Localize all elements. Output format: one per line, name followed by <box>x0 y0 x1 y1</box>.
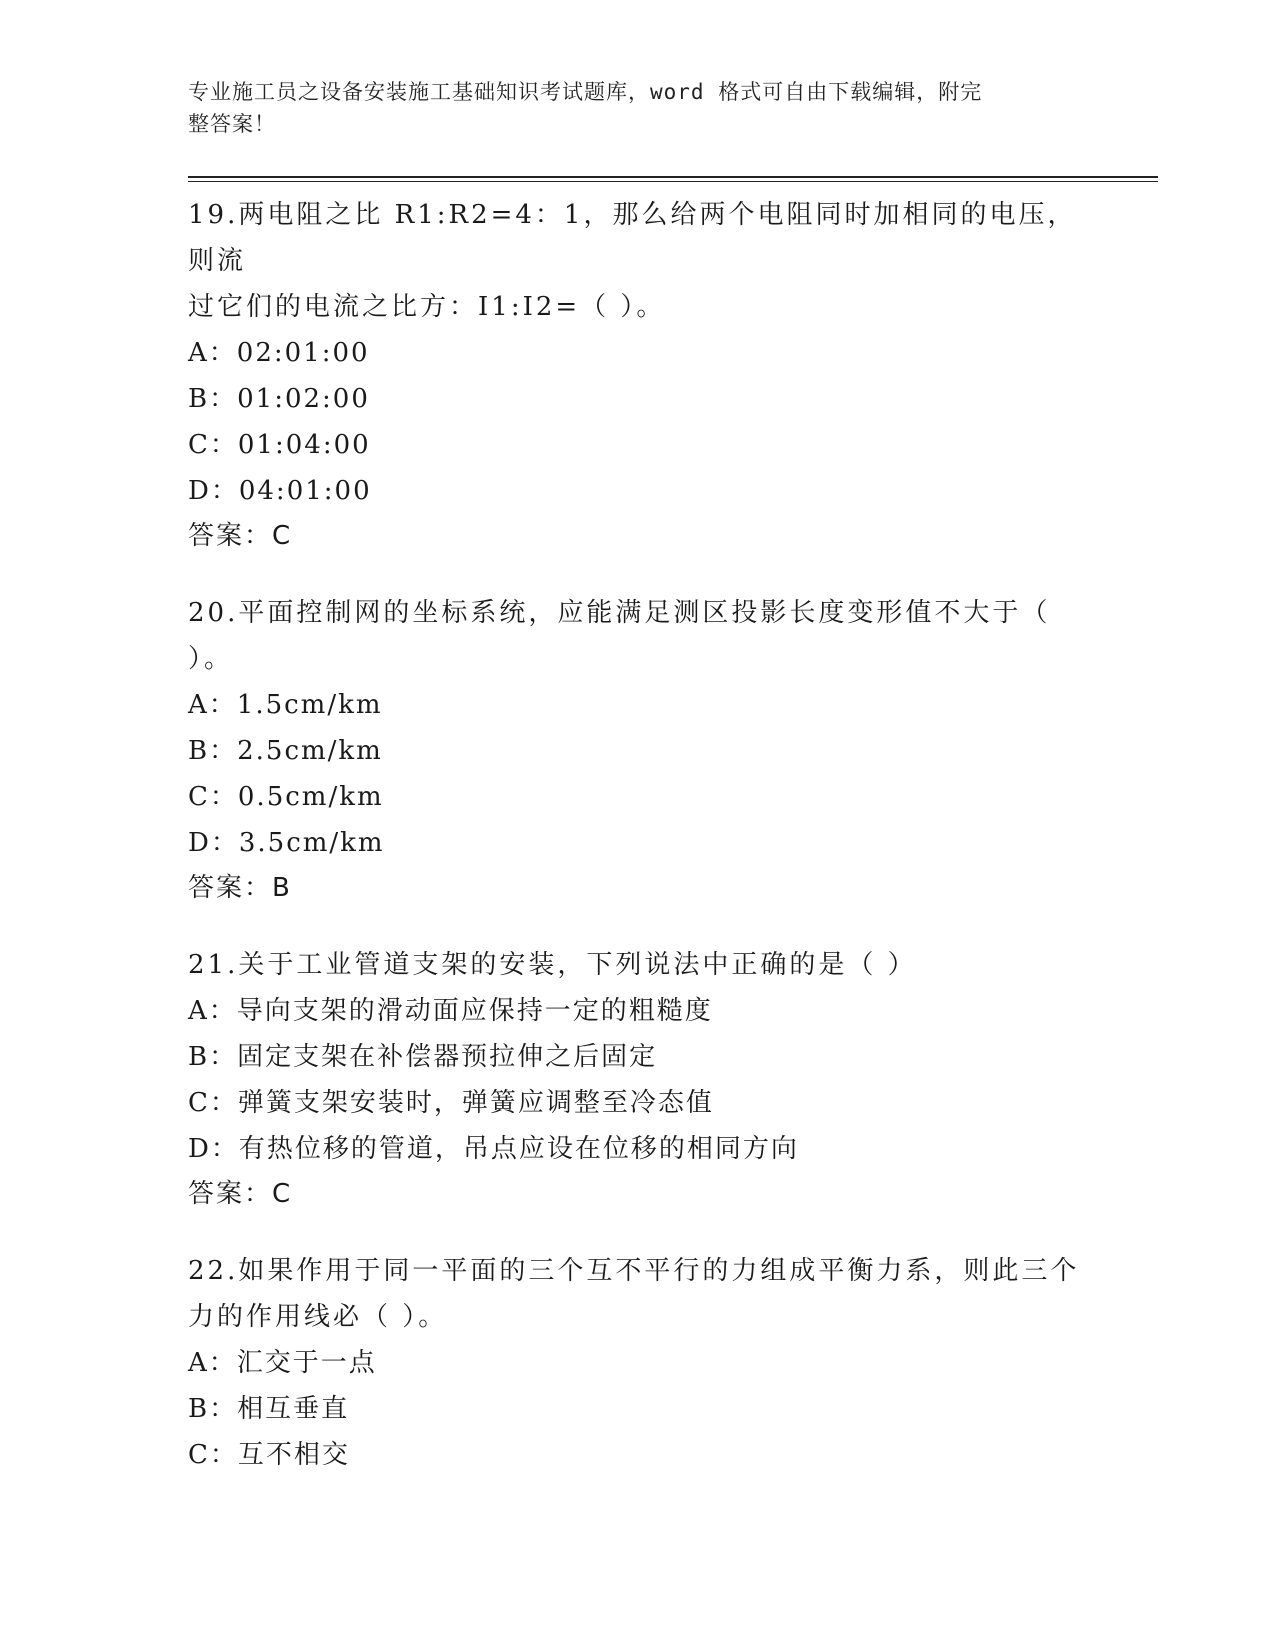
option-d: D：有热位移的管道，吊点应设在位移的相同方向 <box>188 1134 799 1164</box>
answer-text: 答案：C <box>188 521 293 551</box>
question-21 <box>188 942 1088 1216</box>
option-c: C：01:04:00 <box>188 430 371 460</box>
option-a: A：02:01:00 <box>188 338 370 368</box>
option-a: A：1.5cm/km <box>188 690 383 720</box>
question-stem <box>188 942 1088 988</box>
option-c: C：互不相交 <box>188 1440 350 1470</box>
question-stem <box>188 192 1088 330</box>
question-20 <box>188 590 1088 910</box>
header-line-2: 整答案！ <box>188 112 276 136</box>
question-19 <box>188 192 1088 558</box>
option-c: C：0.5cm/km <box>188 782 384 812</box>
question-stem-line-2: 力的作用线必（ ）。 <box>188 1302 448 1332</box>
option-b: B：相互垂直 <box>188 1394 350 1424</box>
question-22 <box>188 1248 1088 1478</box>
document-header <box>188 76 1088 140</box>
answer-text: 答案：B <box>188 873 292 903</box>
option-c: C：弹簧支架安装时，弹簧应调整至冷态值 <box>188 1088 714 1118</box>
option-a: A：导向支架的滑动面应保持一定的粗糙度 <box>188 996 713 1026</box>
option-a: A：汇交于一点 <box>188 1348 377 1378</box>
header-line-1: 专业施工员之设备安装施工基础知识考试题库，word 格式可自由下载编辑，附完 <box>188 80 983 104</box>
question-stem-line-2: 过它们的电流之比方：I1:I2=（ ）。 <box>188 292 666 322</box>
header-divider-thin <box>188 181 1158 182</box>
option-b: B：2.5cm/km <box>188 736 383 766</box>
option-b: B：固定支架在补偿器预拉伸之后固定 <box>188 1042 658 1072</box>
option-d: D：3.5cm/km <box>188 828 385 858</box>
answer-text: 答案：C <box>188 1179 293 1209</box>
question-stem <box>188 1248 1088 1340</box>
question-stem-line-1: 22.如果作用于同一平面的三个互不平行的力组成平衡力系，则此三个 <box>188 1256 1080 1286</box>
question-stem-line-1: 20.平面控制网的坐标系统，应能满足测区投影长度变形值不大于（ <box>188 598 1051 628</box>
option-b: B：01:02:00 <box>188 384 370 414</box>
question-stem-line-1: 19.两电阻之比 R1:R2=4：1，那么给两个电阻同时加相同的电压，则流 <box>188 200 1077 276</box>
question-stem-line-2: ）。 <box>188 644 234 674</box>
option-d: D：04:01:00 <box>188 476 372 506</box>
header-divider-thick <box>188 176 1158 178</box>
question-stem-line-1: 21.关于工业管道支架的安装，下列说法中正确的是（ ） <box>188 950 917 980</box>
question-stem <box>188 590 1088 682</box>
question-list <box>188 192 1088 1510</box>
